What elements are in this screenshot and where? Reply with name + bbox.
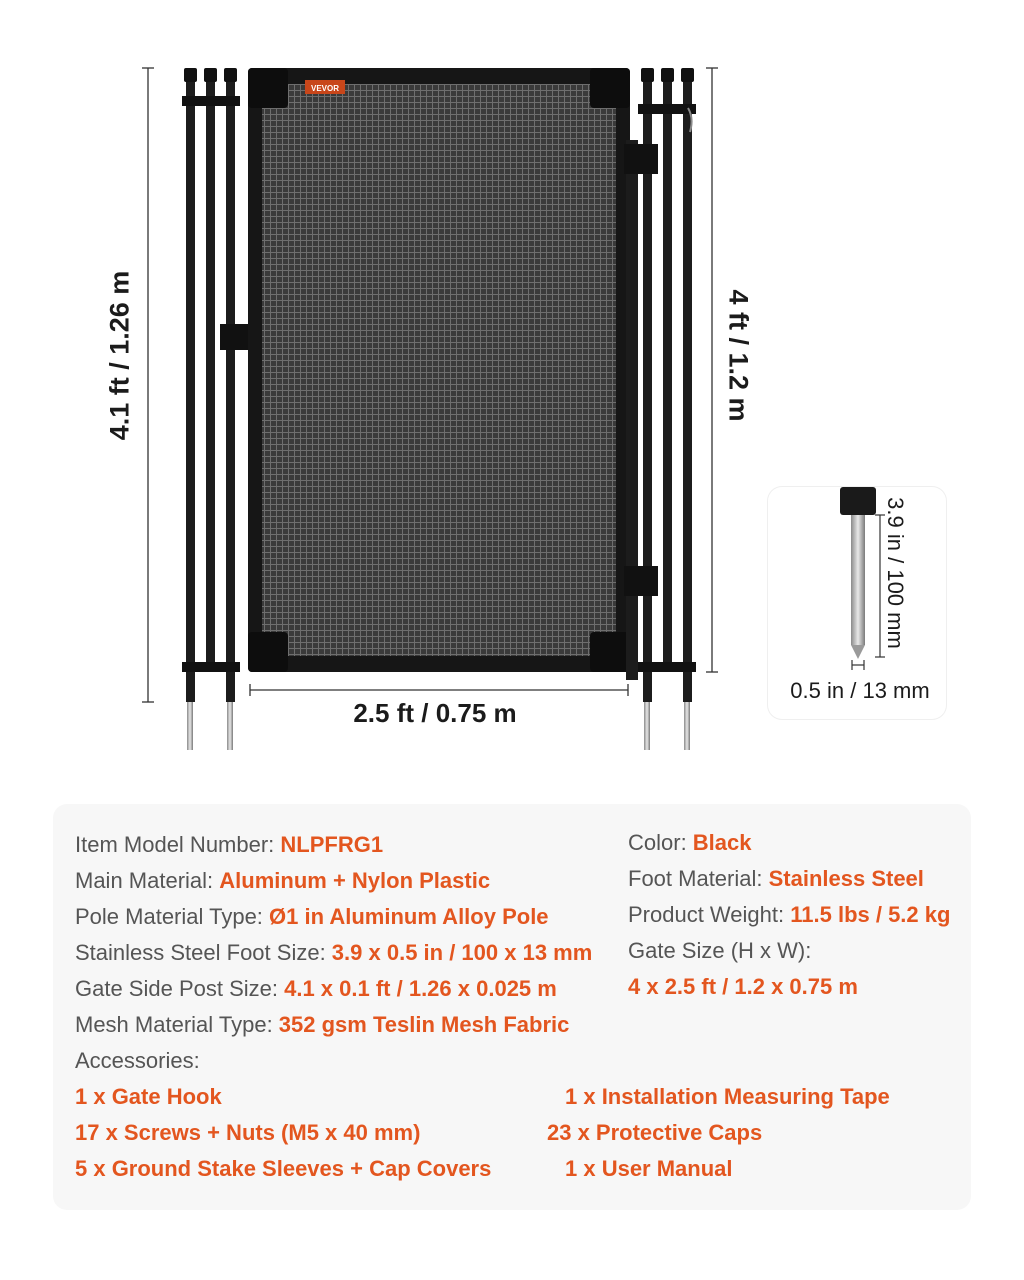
spec-main-material: Main Material: Aluminum + Nylon Plastic	[75, 868, 491, 893]
vevor-logo-text: VEVOR	[310, 84, 340, 93]
spec-gate-size-label: Gate Size (H x W):	[628, 938, 812, 963]
gate-panel	[248, 68, 630, 672]
accessory-item: 1 x Installation Measuring Tape	[565, 1084, 890, 1109]
spec-color: Color: Black	[628, 830, 752, 855]
dimension-left-height: 4.1 ft / 1.26 m	[104, 270, 135, 441]
spec-weight: Product Weight: 11.5 lbs / 5.2 kg	[628, 902, 951, 927]
accessory-item: 23 x Protective Caps	[547, 1120, 763, 1145]
dimension-right-height: 4 ft / 1.2 m	[723, 289, 754, 422]
spec-mesh-material: Mesh Material Type: 352 gsm Teslin Mesh Fabric	[75, 1012, 570, 1037]
dimension-width: 2.5 ft / 0.75 m	[353, 698, 517, 728]
right-pole-group	[624, 68, 696, 750]
accessory-item: 17 x Screws + Nuts (M5 x 40 mm)	[75, 1120, 421, 1145]
stake-length-label: 3.9 in / 100 mm	[883, 497, 908, 649]
left-pole-group	[182, 68, 248, 750]
spec-gate-size-value: 4 x 2.5 ft / 1.2 x 0.75 m	[628, 974, 858, 999]
accessory-item: 1 x User Manual	[565, 1156, 733, 1181]
spec-post-size: Gate Side Post Size: 4.1 x 0.1 ft / 1.26 x 0.025 m	[75, 976, 557, 1001]
spec-foot-size: Stainless Steel Foot Size: 3.9 x 0.5 in / 100 x 13 mm	[75, 940, 593, 965]
spec-pole-material: Pole Material Type: Ø1 in Aluminum Alloy Pole	[75, 904, 549, 929]
accessories-heading: Accessories:	[75, 1048, 200, 1073]
spec-model: Item Model Number: NLPFRG1	[75, 832, 384, 857]
accessory-item: 1 x Gate Hook	[75, 1084, 222, 1109]
spec-foot-material: Foot Material: Stainless Steel	[628, 866, 924, 891]
accessory-item: 5 x Ground Stake Sleeves + Cap Covers	[75, 1156, 492, 1181]
specs-panel	[53, 804, 971, 1210]
stake-diameter-label: 0.5 in / 13 mm	[790, 678, 930, 703]
